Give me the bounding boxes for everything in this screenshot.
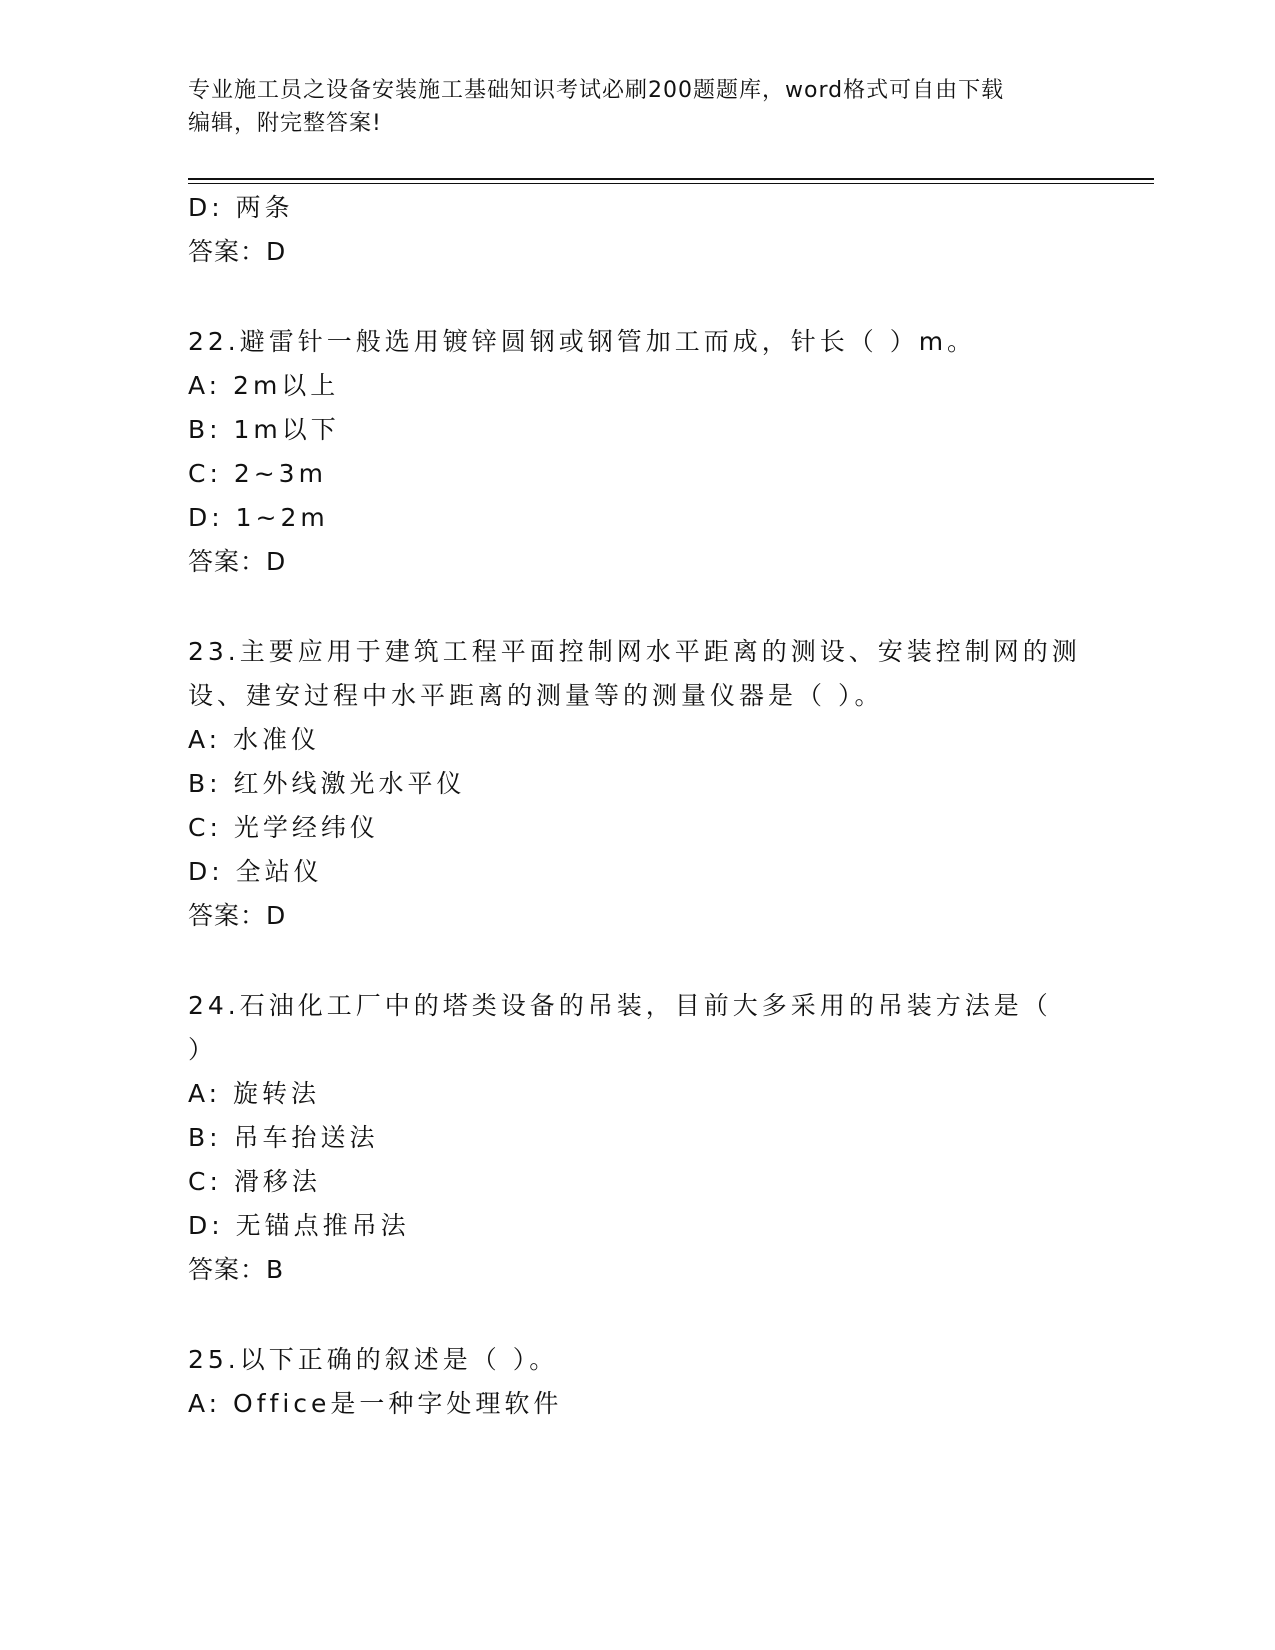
- q22-option-c: C: 2~3m: [188, 459, 327, 488]
- header-divider-thin: [188, 183, 1154, 184]
- q24-option-d: D: 无锚点推吊法: [188, 1211, 410, 1240]
- q21-option-d: D: 两条: [188, 193, 294, 222]
- document-header: [188, 74, 1068, 140]
- q23-answer: 答案：D: [188, 901, 287, 930]
- header-title-line-1: 专业施工员之设备安装施工基础知识考试必刷200题题库，word格式可自由下载: [188, 78, 1005, 103]
- q24-option-a: A: 旋转法: [188, 1079, 321, 1108]
- q23-option-a: A: 水准仪: [188, 725, 321, 754]
- q21-answer: 答案：D: [188, 237, 287, 266]
- q22-option-b: B: 1m以下: [188, 415, 340, 444]
- q24-answer: 答案：B: [188, 1255, 285, 1284]
- q24-stem-line-2: ）: [188, 1035, 218, 1064]
- q23-option-c: C: 光学经纬仪: [188, 813, 379, 842]
- header-title-line-2: 编辑，附完整答案!: [188, 111, 382, 136]
- q23-stem-line-1: 23.主要应用于建筑工程平面控制网水平距离的测设、安装控制网的测: [188, 637, 1081, 666]
- q23-option-d: D: 全站仪: [188, 857, 323, 886]
- q24-option-c: C: 滑移法: [188, 1167, 321, 1196]
- q24-stem-line-1: 24.石油化工厂中的塔类设备的吊装，目前大多采用的吊装方法是（: [188, 991, 1052, 1020]
- q24-option-b: B: 吊车抬送法: [188, 1123, 379, 1152]
- q25-option-a: A: Office是一种字处理软件: [188, 1389, 563, 1418]
- header-divider-thick: [188, 178, 1154, 180]
- q23-option-b: B: 红外线激光水平仪: [188, 769, 466, 798]
- q22-stem: 22.避雷针一般选用镀锌圆钢或钢管加工而成，针长（ ）m。: [188, 327, 977, 356]
- q23-stem-line-2: 设、建安过程中水平距离的测量等的测量仪器是（ ）。: [188, 681, 884, 710]
- q22-option-a: A: 2m以上: [188, 371, 340, 400]
- q22-answer: 答案：D: [188, 547, 287, 576]
- q25-stem: 25.以下正确的叙述是（ ）。: [188, 1345, 559, 1374]
- q22-option-d: D: 1~2m: [188, 503, 329, 532]
